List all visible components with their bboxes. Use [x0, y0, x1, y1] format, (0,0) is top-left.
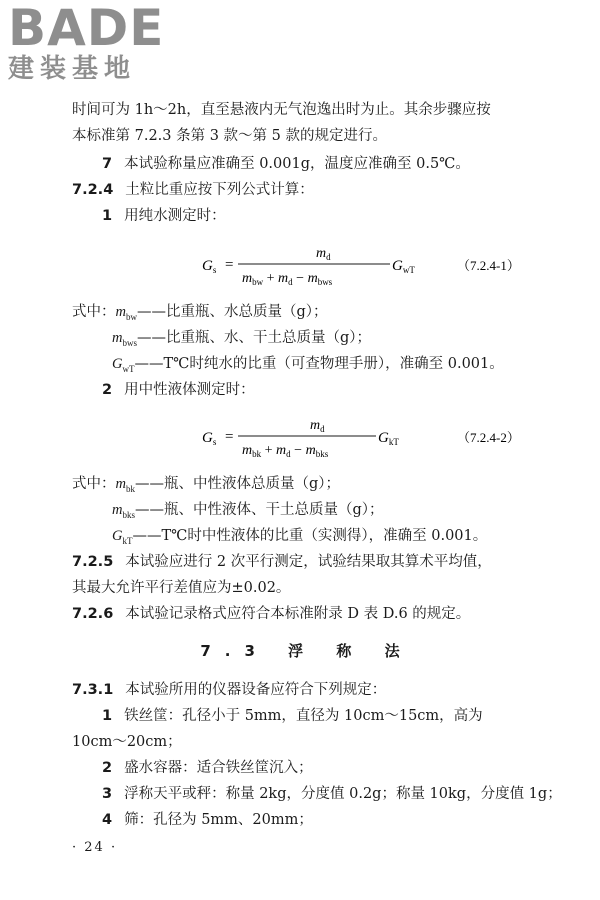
- list-item-4: [102, 808, 313, 829]
- eq-factor: $G_{kT}$: [378, 430, 399, 447]
- list-item-2: [102, 756, 313, 777]
- eq-numerator: $m_d$: [316, 246, 331, 262]
- logo: [8, 2, 188, 92]
- equation-7-2-4-2: [72, 412, 542, 462]
- paragraph-line: 10cm～20cm；: [72, 734, 182, 750]
- list-item-7: [102, 152, 470, 173]
- clause-text: 本试验所用的仪器设备应符合下列规定：: [125, 682, 387, 698]
- clause-7-2-6: [72, 602, 470, 623]
- clause-text: 本试验记录格式应符合本标准附录 D 表 D.6 的规定。: [125, 606, 471, 622]
- eq-ref: （7.2.4-1）: [457, 258, 520, 273]
- clause-7-2-4: [72, 178, 314, 199]
- logo-brand: BADE: [8, 0, 165, 57]
- list-text: 浮称天平或秤：称量 2kg，分度值 0.2g；称量 10kg，分度值 1g；: [124, 786, 562, 802]
- logo-subtitle: 建装基地: [8, 54, 137, 84]
- clause-number: 7.3.1: [72, 682, 114, 698]
- where-line: $G_{kT}——T℃$时中性液体的比重（实测得），准确至 0.001。: [112, 528, 488, 546]
- list-number: 3: [102, 786, 113, 802]
- where-line: $m_{bks}——$瓶、中性液体、干土总质量（g）；: [112, 502, 384, 520]
- list-item-2: [102, 378, 255, 399]
- clause-number: 7.2.5: [72, 554, 114, 570]
- list-text: 本试验称量应准确至 0.001g，温度应准确至 0.5℃。: [124, 156, 470, 172]
- clause-number: 7.2.4: [72, 182, 114, 198]
- where-line: 式中：$m_{bw}——$比重瓶、水总质量（g）；: [72, 304, 328, 322]
- list-text: 用纯水测定时：: [124, 208, 226, 224]
- where-line: 式中：$m_{bk}——$瓶、中性液体总质量（g）；: [72, 476, 341, 494]
- list-number: 7: [102, 156, 113, 172]
- section-heading-7-3: 7.3 浮 称 法: [200, 642, 414, 660]
- list-number: 1: [102, 708, 113, 724]
- list-number: 4: [102, 812, 113, 828]
- list-number: 2: [102, 382, 113, 398]
- list-item-1: [102, 204, 226, 225]
- eq-lhs: $G_s$: [202, 430, 217, 447]
- paragraph-line: 时间可为 1h～2h，直至悬液内无气泡逸出时为止。其余步骤应按: [72, 102, 491, 118]
- eq-lhs: $G_s$: [202, 258, 217, 275]
- where-line: $G_{wT}——T℃$时纯水的比重（可查物理手册），准确至 0.001。: [112, 356, 504, 374]
- clause-7-3-1: [72, 678, 386, 699]
- list-item-1: [102, 704, 483, 725]
- clause-7-2-5: [72, 550, 492, 571]
- page-number: · 24 ·: [72, 840, 118, 855]
- where-line: $m_{bws}——$比重瓶、水、干土总质量（g）；: [112, 330, 372, 348]
- list-text: 盛水容器：适合铁丝筐沉入；: [124, 760, 313, 776]
- clause-number: 7.2.6: [72, 606, 114, 622]
- clause-text: 本试验应进行 2 次平行测定，试验结果取其算术平均值，: [125, 554, 492, 570]
- paragraph-line: 本标准第 7.2.3 条第 3 款～第 5 款的规定进行。: [72, 128, 387, 144]
- clause-text: 土粒比重应按下列公式计算：: [125, 182, 314, 198]
- list-number: 1: [102, 208, 113, 224]
- equation-svg: [72, 240, 542, 290]
- eq-equals: =: [225, 429, 234, 445]
- eq-ref: （7.2.4-2）: [457, 430, 520, 445]
- eq-numerator: $m_d$: [310, 418, 325, 434]
- eq-equals: =: [225, 257, 234, 273]
- eq-denominator: $m_{bw} + m_d - m_{bws}$: [242, 271, 333, 287]
- equation-7-2-4-1: [72, 240, 542, 290]
- paragraph-line: 其最大允许平行差值应为±0.02。: [72, 580, 291, 596]
- list-text: 用中性液体测定时：: [124, 382, 255, 398]
- list-number: 2: [102, 760, 113, 776]
- list-text: 筛：孔径为 5mm、20mm；: [124, 812, 313, 828]
- equation-svg: [72, 412, 542, 462]
- eq-denominator: $m_{bk} + m_d - m_{bks}$: [242, 443, 329, 459]
- list-text: 铁丝筐：孔径小于 5mm，直径为 10cm～15cm，高为: [124, 708, 483, 724]
- eq-factor: $G_{wT}$: [392, 258, 415, 275]
- list-item-3: [102, 782, 562, 803]
